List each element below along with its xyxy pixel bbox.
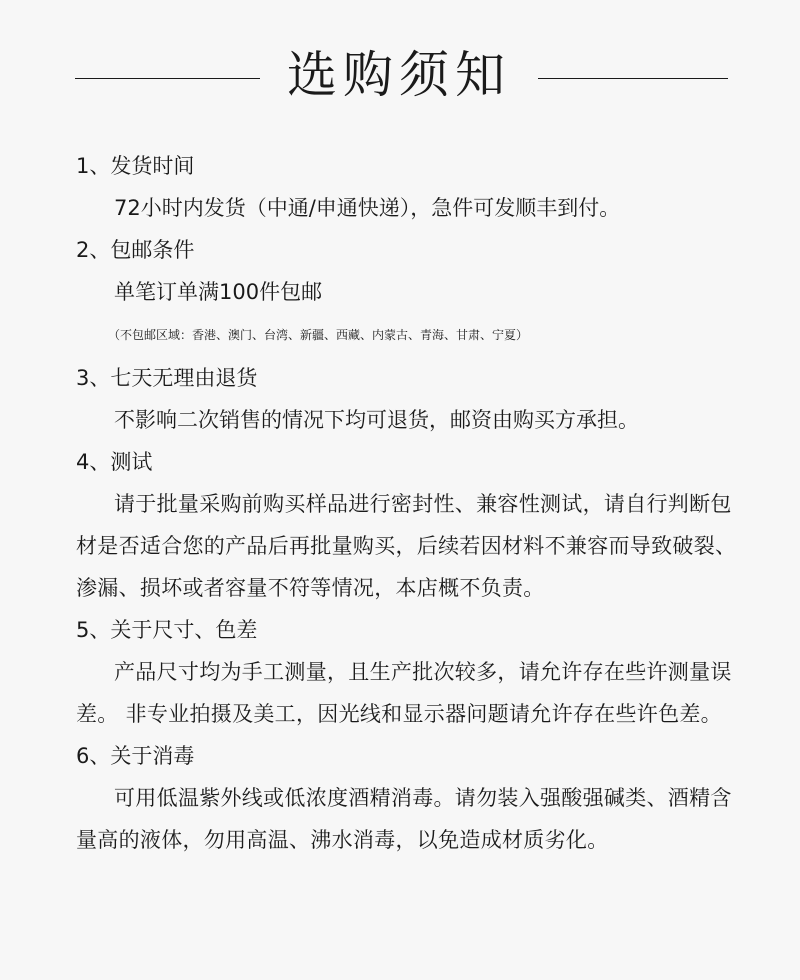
section-size-color	[0, 609, 800, 735]
notice-list	[0, 145, 800, 861]
title-divider-right	[538, 78, 728, 79]
section-body: 单笔订单满100件包邮	[114, 280, 323, 304]
section-heading: 4、测试	[76, 450, 153, 474]
section-shipping-time	[0, 145, 800, 229]
section-body: 不影响二次销售的情况下均可退货，邮资由购买方承担。	[114, 408, 639, 432]
section-heading: 6、关于消毒	[76, 744, 195, 768]
section-heading: 1、发货时间	[76, 154, 195, 178]
section-body: 请于批量采购前购买样品进行密封性、兼容性测试，请自行判断包材是否适合您的产品后再批量购买，后续若因材料不兼容而导致破裂、渗漏、损坏或者容量不符等情况，本店概不负责。	[76, 492, 737, 600]
page-header	[0, 40, 800, 110]
section-free-shipping	[0, 229, 800, 357]
page-title: 选购须知	[287, 46, 511, 104]
section-heading: 2、包邮条件	[76, 238, 195, 262]
section-returns	[0, 357, 800, 441]
section-body: 产品尺寸均为手工测量，且生产批次较多，请允许存在些许测量误差。 非专业拍摄及美工，因光线和显示器问题请允许存在些许色差。	[76, 660, 732, 726]
section-heading: 5、关于尺寸、色差	[76, 618, 258, 642]
section-heading: 3、七天无理由退货	[76, 366, 258, 390]
section-testing	[0, 441, 800, 609]
section-note: （不包邮区域：香港、澳门、台湾、新疆、西藏、内蒙古、青海、甘肃、宁夏）	[108, 328, 529, 342]
title-divider-left	[75, 78, 260, 79]
section-body: 72小时内发货（中通/申通快递），急件可发顺丰到付。	[114, 196, 621, 220]
section-body: 可用低温紫外线或低浓度酒精消毒。请勿装入强酸强碱类、酒精含量高的液体，勿用高温、沸水消毒，以免造成材质劣化。	[76, 786, 732, 852]
section-disinfection	[0, 735, 800, 861]
